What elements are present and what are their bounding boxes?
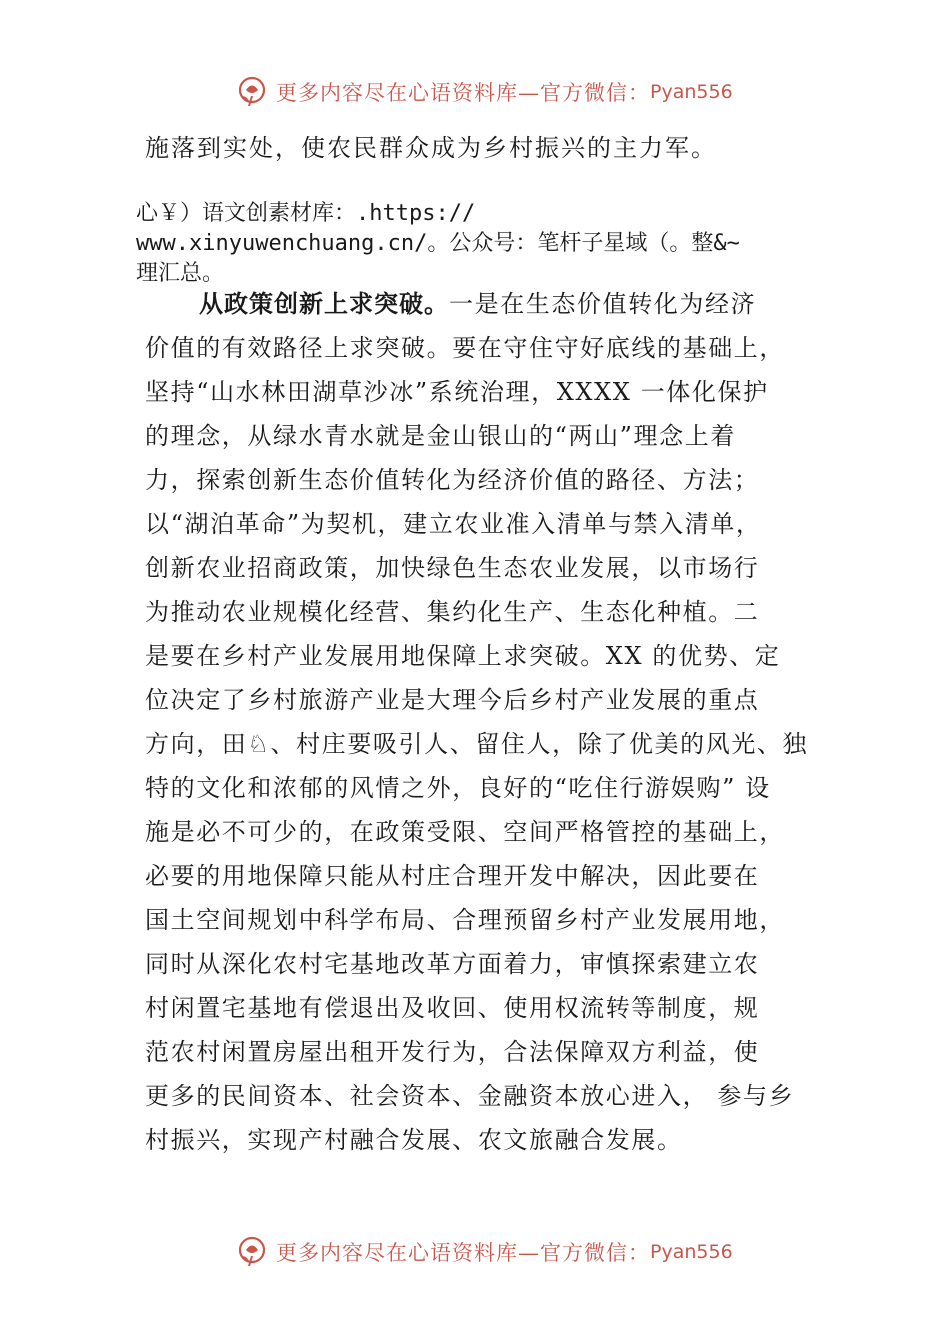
paragraph-line: 位决定了乡村旅游产业是大理今后乡村产业发展的重点 <box>145 686 760 714</box>
paragraph-line: 村闲置宅基地有偿退出及收回、使用权流转等制度，规 <box>145 994 760 1022</box>
footer-banner <box>236 1232 733 1272</box>
paragraph-line: 施是必不可少的，在政策受限、空间严格管控的基础上， <box>145 818 785 846</box>
paragraph-line: 必要的用地保障只能从村庄合理开发中解决，因此要在 <box>145 862 760 890</box>
body-paragraph <box>145 282 825 1162</box>
paragraph-line: 更多的民间资本、社会资本、金融资本放心进入， 参与乡 <box>145 1082 795 1110</box>
header-banner <box>236 72 733 112</box>
paragraph-line: 国土空间规划中科学布局、合理预留乡村产业发展用地， <box>145 906 785 934</box>
paragraph-line: 是要在乡村产业发展用地保障上求突破。XX 的优势、定 <box>145 642 781 670</box>
paragraph-line: 创新农业招商政策，加快绿色生态农业发展，以市场行 <box>145 554 760 582</box>
banner-account: Pyan556 <box>650 81 733 103</box>
watermark-line-2: www.xinyuwenchuang.cn/。公众号：笔杆子星域（。整&~ <box>136 231 740 256</box>
banner-account: Pyan556 <box>650 1241 733 1263</box>
watermark-line-1: 心￥）语文创素材库：.https:// <box>136 201 476 226</box>
banner-text: 更多内容尽在心语资料库—官方微信： <box>276 81 650 105</box>
paragraph-line: 同时从深化农村宅基地改革方面着力，审慎探索建立农 <box>145 950 760 978</box>
paragraph-line: 范农村闲置房屋出租开发行为，合法保障双方利益，使 <box>145 1038 760 1066</box>
paragraph-line: 坚持“山水林田湖草沙冰”系统治理，XXXX 一体化保护 <box>145 378 769 406</box>
paragraph-line: 方向，田♘、村庄要吸引人、留住人，除了优美的风光、独 <box>145 730 809 758</box>
paragraph-line: 从政策创新上求突破。一是在生态价值转化为经济 <box>199 290 757 318</box>
paragraph-line: 的理念，从绿水青水就是金山银山的“两山”理念上着 <box>145 422 736 450</box>
paragraph-line: 价值的有效路径上求突破。要在守住守好底线的基础上， <box>145 334 785 362</box>
paragraph-line: 以“湖泊革命”为契机，建立农业准入清单与禁入清单， <box>145 510 762 538</box>
paragraph-line: 特的文化和浓郁的风情之外，良好的“吃住行游娱购” 设 <box>145 774 771 802</box>
paragraph-line: 为推动农业规模化经营、集约化生产、生态化种植。二 <box>145 598 760 626</box>
previous-paragraph-end: 施落到实处，使农民群众成为乡村振兴的主力军。 <box>145 134 717 162</box>
banner-text: 更多内容尽在心语资料库—官方微信： <box>276 1241 650 1265</box>
rose-logo-icon <box>236 1234 272 1270</box>
paragraph-heading: 从政策创新上求突破。 <box>199 290 449 318</box>
watermark-line-3: 理汇总。 <box>136 261 225 286</box>
paragraph-line: 力，探索创新生态价值转化为经济价值的路径、方法； <box>145 466 760 494</box>
rose-logo-icon <box>236 74 272 110</box>
paragraph-line: 村振兴，实现产村融合发展、农文旅融合发展。 <box>145 1126 683 1154</box>
